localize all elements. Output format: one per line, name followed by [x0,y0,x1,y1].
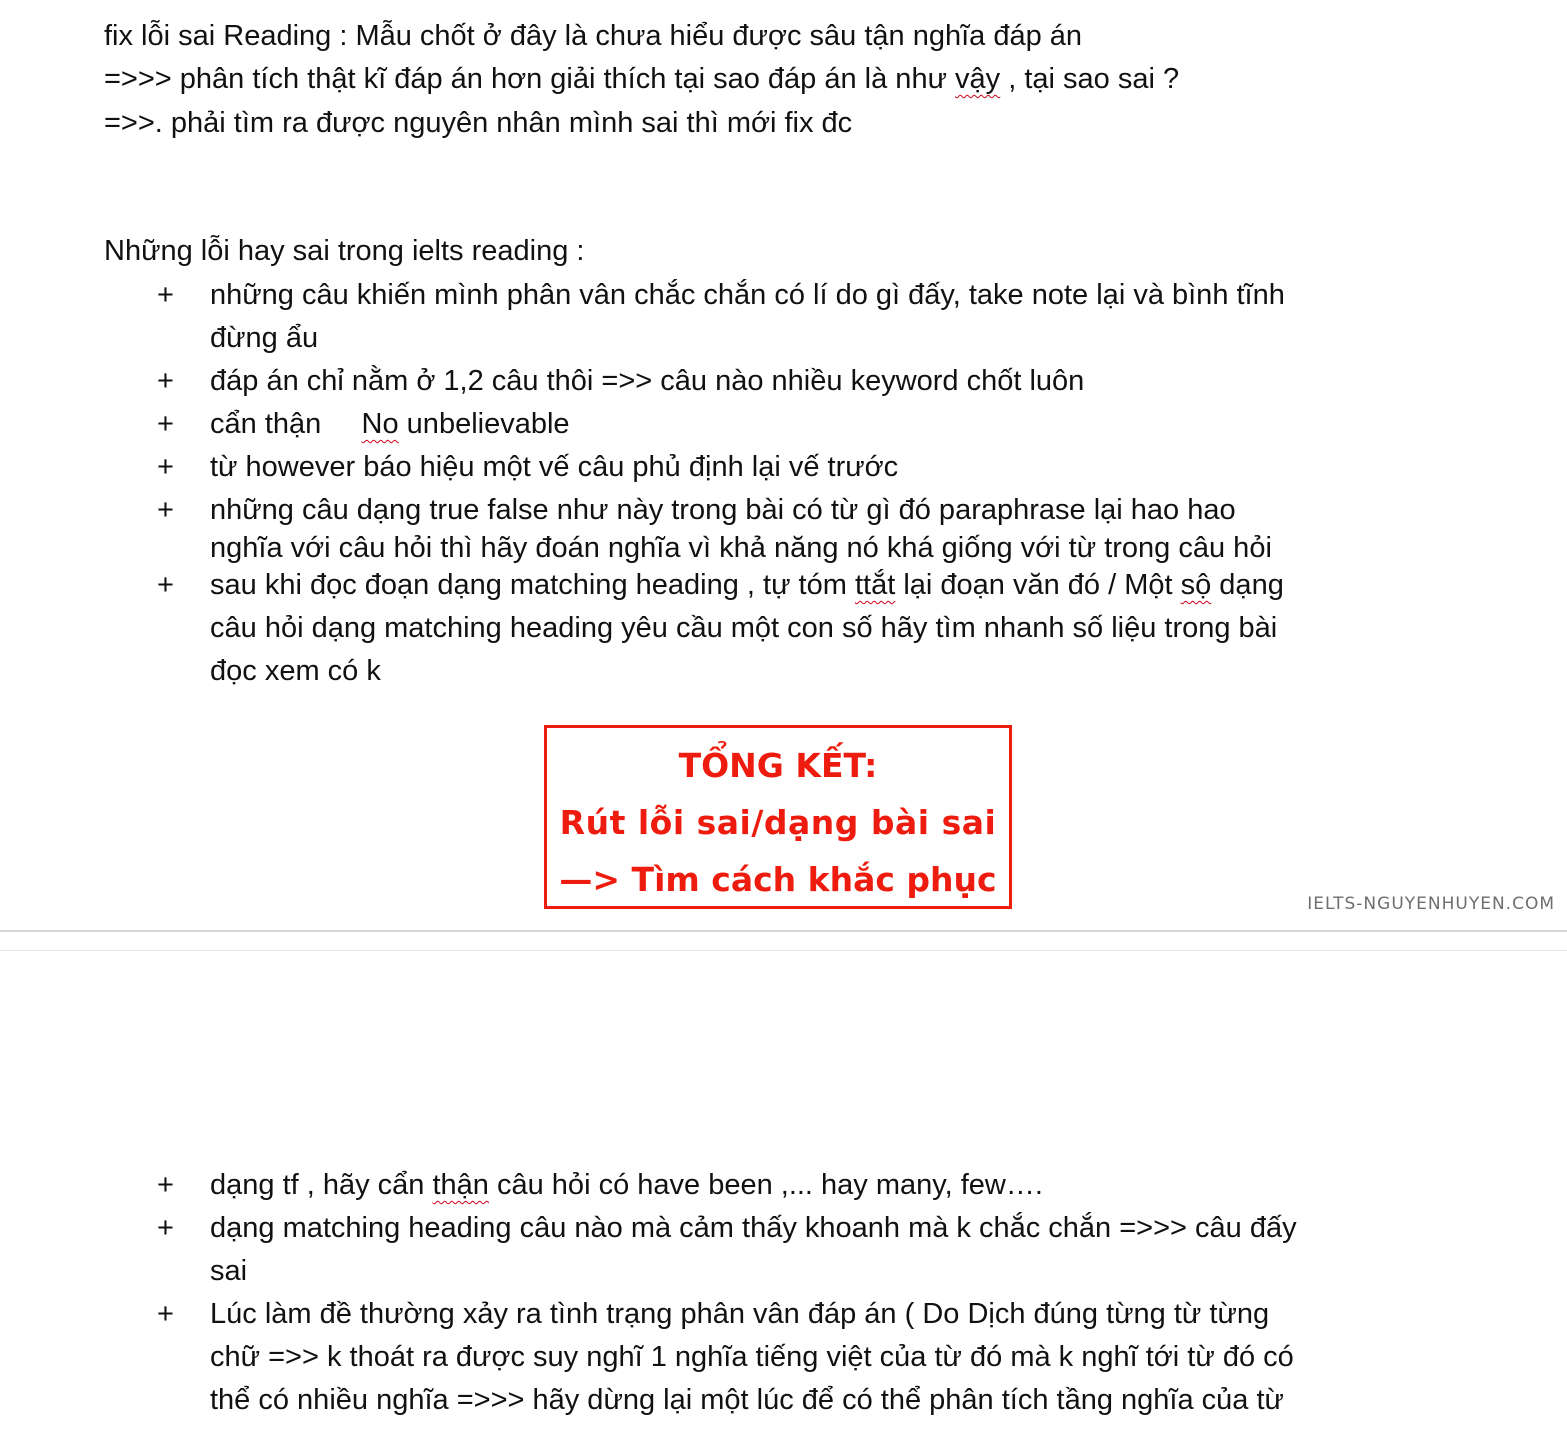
intro-line-2-end: , tại sao sai ? [1000,63,1180,95]
bullet-7-end: câu hỏi có have been ,... hay many, few…. [488,1169,1043,1201]
bullet-9-line-2: chữ =>> k thoát ra được suy nghĩ 1 nghĩa tiếng việt của từ đó mà k nghĩ tới từ đó có [210,1341,1294,1373]
spellcheck-word[interactable]: vậy [955,63,1001,95]
summary-box [544,725,1012,909]
bullet-5-line-2: nghĩa với câu hỏi thì hãy đoán nghĩa vì khả năng nó khá giống với từ trong câu hỏi [210,532,1272,564]
bullet-8-line-2: sai [210,1255,248,1287]
bullet-9-line-3: thể có nhiều nghĩa =>>> hãy dừng lại một lúc để có thể phân tích tầng nghĩa của từ [210,1384,1284,1416]
bullet-marker: + [157,365,174,397]
bullet-marker: + [157,494,174,526]
bullet-6-seg-1: sau khi đọc đoạn dạng matching heading , tự tóm [210,569,855,601]
bullet-7-start: dạng tf , hãy cẩn [210,1169,433,1201]
intro-line-3: =>>. phải tìm ra được nguyên nhân mình sai thì mới fix đc [104,107,853,139]
bullet-6-line-3: đọc xem có k [210,655,381,687]
bullet-marker: + [157,279,174,311]
bullet-3-end: unbelievable [398,408,570,440]
summary-line-3: —> Tìm cách khắc phục [559,860,997,899]
bullet-5-line-1: những câu dạng true false như này trong bài có từ gì đó paraphrase lại hao hao [210,494,1236,526]
intro-line-2-start: =>>> phân tích thật kĩ đáp án hơn giải thích tại sao đáp án là như [104,63,956,95]
summary-line-2: Rút lỗi sai/dạng bài sai [559,803,997,842]
watermark: IELTS-NGUYENHUYEN.COM [1307,894,1555,914]
bullet-marker: + [157,451,174,483]
spellcheck-word[interactable]: ttắt [854,569,896,601]
bullet-1-line-1: những câu khiến mình phân vân chắc chắn có lí do gì đấy, take note lại và bình tĩnh [210,279,1285,311]
intro-line-1: fix lỗi sai Reading : Mẫu chốt ở đây là chưa hiểu được sâu tận nghĩa đáp án [104,20,1083,52]
section-heading: Những lỗi hay sai trong ielts reading : [104,235,585,267]
bullet-4: từ however báo hiệu một vế câu phủ định lại vế trước [210,451,899,483]
bullet-6-seg-2: lại đoạn văn đó / Một [895,569,1181,601]
bullet-marker: + [157,569,174,601]
bullet-marker: + [157,408,174,440]
bullet-7 [210,1164,1470,1207]
bullet-1-line-2: đừng ẩu [210,322,319,354]
bullet-3-start: cẩn thận [210,408,362,440]
bullet-2: đáp án chỉ nằm ở 1,2 câu thôi =>> câu nào nhiều keyword chốt luôn [210,365,1085,397]
bullet-6-seg-3: dạng [1211,569,1284,601]
bullet-marker: + [157,1298,174,1330]
bullet-3 [210,403,1470,446]
bullet-9-line-1: Lúc làm đề thường xảy ra tình trạng phân vân đáp án ( Do Dịch đúng từng từ từng [210,1298,1270,1330]
spellcheck-word[interactable]: sộ [1180,569,1212,601]
spellcheck-word[interactable]: thận [432,1169,489,1201]
intro-line-2 [104,58,1179,101]
page-break-divider [0,930,1567,932]
bullet-6-line-2: câu hỏi dạng matching heading yêu cầu một con số hãy tìm nhanh số liệu trong bài [210,612,1278,644]
page-break-divider [0,950,1567,951]
bullet-marker: + [157,1169,174,1201]
bullet-6-line-1 [210,564,1470,607]
spellcheck-word[interactable]: No [361,408,399,440]
bullet-8-line-1: dạng matching heading câu nào mà cảm thấy khoanh mà k chắc chắn =>>> câu đấy [210,1212,1297,1244]
summary-title: TỔNG KẾT: [678,746,878,785]
bullet-marker: + [157,1212,174,1244]
